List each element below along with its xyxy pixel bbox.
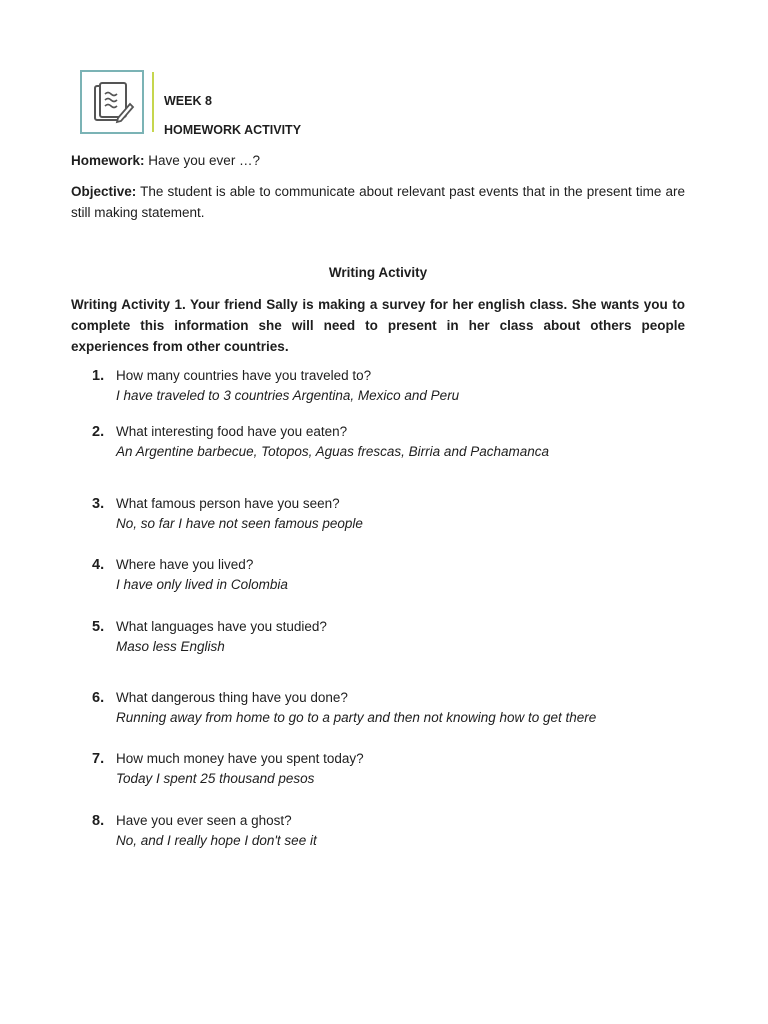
question-number: 5. bbox=[92, 619, 105, 635]
section-title: Writing Activity bbox=[328, 265, 428, 280]
question-number: 7. bbox=[92, 751, 105, 767]
question-number: 1. bbox=[92, 368, 105, 384]
instructions-paragraph: Writing Activity 1. Your friend Sally is making a survey for her english class. She wants you to complete this information she will need to present in her class about others people experiences from other countries. bbox=[71, 297, 685, 354]
question-text: What languages have you studied? bbox=[116, 619, 327, 634]
question-number: 4. bbox=[92, 557, 105, 573]
question-text: What interesting food have you eaten? bbox=[116, 424, 348, 439]
question-text: What famous person have you seen? bbox=[116, 496, 340, 511]
homework-line bbox=[71, 150, 685, 171]
question-number: 6. bbox=[92, 690, 105, 706]
answer-text: Maso less English bbox=[116, 639, 225, 654]
answer-text: An Argentine barbecue, Totopos, Aguas frescas, Birria and Pachamanca bbox=[116, 444, 550, 459]
answer-text: I have only lived in Colombia bbox=[116, 577, 288, 592]
notebook-pencil-icon bbox=[91, 80, 135, 126]
week-label: WEEK 8 bbox=[164, 94, 212, 108]
question-text: Where have you lived? bbox=[116, 557, 254, 572]
answer-text: No, and I really hope I don't see it bbox=[116, 833, 317, 848]
answer-text: Today I spent 25 thousand pesos bbox=[116, 771, 315, 786]
homework-text: Have you ever …? bbox=[144, 153, 261, 168]
homework-label: Homework: bbox=[71, 153, 145, 168]
answer-text: No, so far I have not seen famous people bbox=[116, 516, 363, 531]
question-text: How many countries have you traveled to? bbox=[116, 368, 372, 383]
question-text: What dangerous thing have you done? bbox=[116, 690, 348, 705]
activity-label: HOMEWORK ACTIVITY bbox=[164, 123, 302, 137]
question-number: 2. bbox=[92, 424, 105, 440]
objective-label: Objective: bbox=[71, 184, 137, 199]
answer-text: I have traveled to 3 countries Argentina, Mexico and Peru bbox=[116, 388, 460, 403]
question-number: 3. bbox=[92, 496, 105, 512]
question-number: 8. bbox=[92, 813, 105, 829]
objective-paragraph bbox=[71, 181, 685, 223]
objective-text: The student is able to communicate about relevant past events that in the present time are still making statement. bbox=[71, 184, 685, 220]
question-text: How much money have you spent today? bbox=[116, 751, 364, 766]
accent-bar bbox=[152, 72, 154, 132]
answer-text: Running away from home to go to a party and then not knowing how to get there bbox=[116, 710, 597, 725]
logo-box bbox=[80, 70, 144, 134]
question-text: Have you ever seen a ghost? bbox=[116, 813, 292, 828]
